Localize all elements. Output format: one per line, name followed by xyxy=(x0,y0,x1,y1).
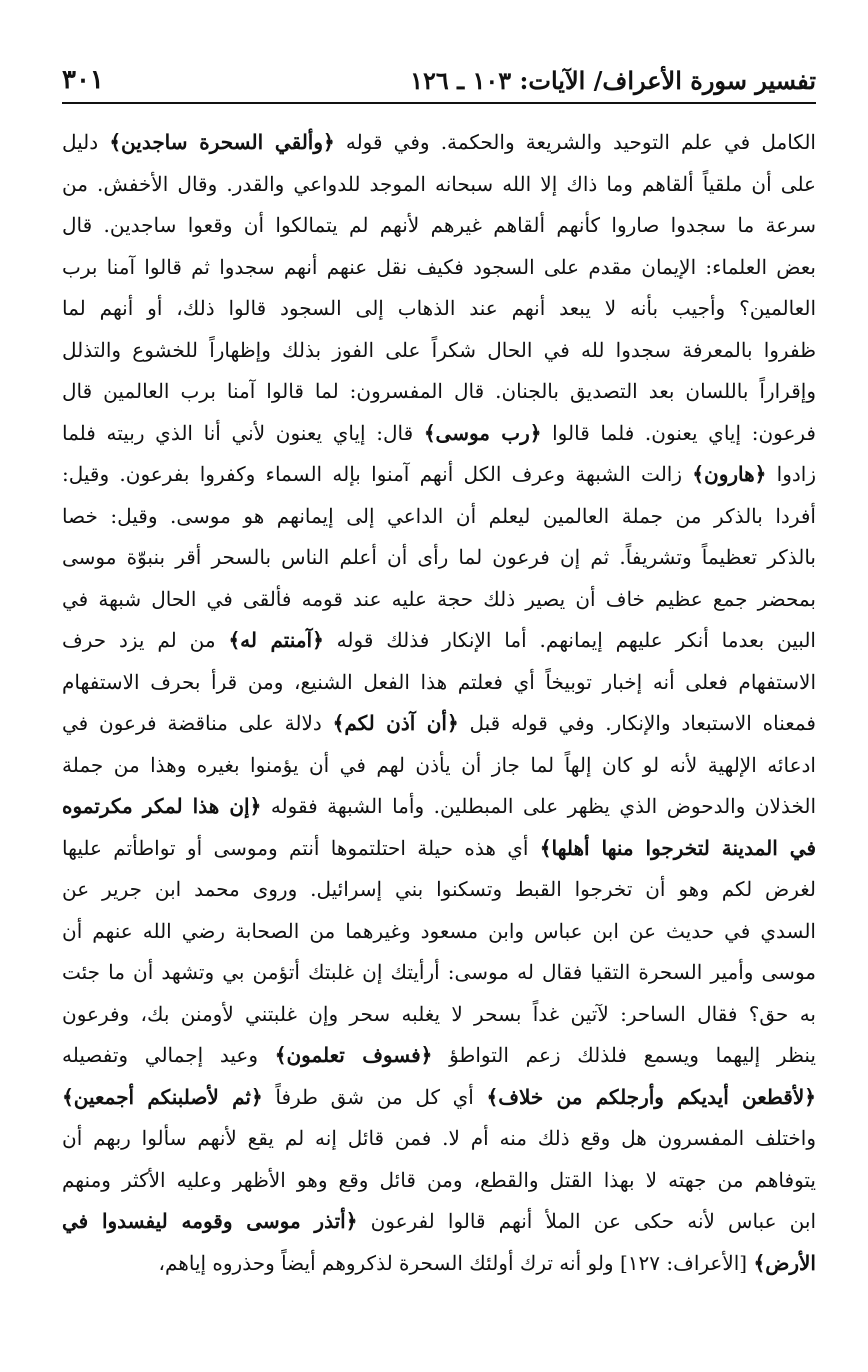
text-segment: من لم يزد حرف xyxy=(62,628,229,652)
text-line xyxy=(62,1077,816,1119)
quran-quote: ﴿فسوف تعلمون﴾ xyxy=(274,1043,433,1067)
text-segment: يتوفاهم من جهته لا بهذا القتل والقطع، ومن قائل وقع وهو الأظهر وعليه الأكثر ومنهم xyxy=(62,1167,816,1192)
text-line xyxy=(62,579,816,621)
text-segment: لغرض لكم وهو أن تخرجوا القبط وتسكنوا بني إسرائيل. وروى محمد ابن جرير عن xyxy=(62,877,816,901)
text-line xyxy=(62,952,816,994)
text-line xyxy=(62,703,816,745)
text-line xyxy=(62,869,816,911)
text-segment: فرعون: إياي يعنون. فلما قالوا xyxy=(541,420,816,445)
text-line xyxy=(62,994,816,1036)
text-line xyxy=(62,330,816,372)
text-segment: فمعناه الاستبعاد والإنكار. وفي قوله قبل xyxy=(458,711,816,735)
text-line xyxy=(62,288,816,330)
text-segment: ينظر إليهما ويسمع فلذلك زعم التواطؤ xyxy=(432,1043,816,1067)
text-segment: ابن عباس لأنه حكى عن الملأ أنهم قالوا لفرعون xyxy=(357,1209,816,1233)
text-line xyxy=(62,454,816,496)
text-segment: دلالة على مناقضة فرعون في xyxy=(62,711,333,735)
text-segment: بالذكر تعظيماً وتشريفاً. ثم إن فرعون لما رأى أن أعلم الناس بالسحر أقر بنبوّة موسى xyxy=(62,545,816,569)
text-segment: بمحضر جمع عظيم خاف أن يصير ذلك حجة عليه عند قومه فألقى في الحال شبهة في xyxy=(62,586,816,611)
text-line xyxy=(62,205,816,247)
quran-quote: الأرض﴾ xyxy=(753,1250,816,1275)
quran-quote: ﴿رب موسى﴾ xyxy=(423,420,542,445)
text-segment: وإقراراً باللسان بعد التصديق بالجنان. قال المفسرون: لما قالوا آمنا برب العالمين قال xyxy=(62,379,816,403)
text-segment: أفردا بالذكر من جملة العالمين ليعلم أن الداعي إلى إيمانهم هو موسى. وقيل: خصا xyxy=(62,503,816,528)
text-segment: موسى وأمير السحرة التقيا فقال له موسى: أرأيتك إن غلبتك أتؤمن بي وتشهد أن ما جئت xyxy=(62,960,816,984)
text-line xyxy=(62,1243,816,1285)
text-line xyxy=(62,537,816,579)
text-segment: قال: إياي يعنون لأني أنا الذي ربيته فلما xyxy=(62,420,424,445)
quran-quote: في المدينة لتخرجوا منها أهلها﴾ xyxy=(539,835,816,860)
text-segment: زادوا xyxy=(766,462,816,486)
text-segment: على أن ملقياً ألقاهم وما ذاك إلا الله سبحانه الموجد للدواعي والقدر. وقال الأخفش. من xyxy=(62,171,816,196)
text-line xyxy=(62,1201,816,1243)
text-segment: واختلف المفسرون هل وقع ذلك منه أم لا. فمن قائل إنه لم يقع لأنهم سألوا ربهم أن xyxy=(62,1126,816,1150)
quran-quote: ﴿لأقطعن أيديكم وأرجلكم من خلاف﴾ xyxy=(486,1084,816,1109)
text-line xyxy=(62,122,816,164)
text-line xyxy=(62,662,816,704)
text-line xyxy=(62,620,816,662)
quran-quote: ﴿أن آذن لكم﴾ xyxy=(332,711,459,735)
text-segment: زالت الشبهة وعرف الكل أنهم آمنوا بإله السماء وكفروا بفرعون. وقيل: xyxy=(62,462,693,486)
text-segment: [الأعراف: ١٢٧] ولو أنه ترك أولئك السحرة لذكروهم أيضاً وحذروه إياهم، xyxy=(158,1250,754,1275)
text-line xyxy=(62,786,816,828)
text-line xyxy=(62,1035,816,1077)
text-segment: ادعائه الإلهية لأنه لو كان إلهاً لما جاز أن يأذن لهم في أن يؤمنوا بغيره وهذا من جملة xyxy=(62,752,816,777)
quran-quote: ﴿هارون﴾ xyxy=(692,462,767,486)
text-line xyxy=(62,413,816,455)
text-line xyxy=(62,496,816,538)
text-segment: أي كل من شق طرفاً xyxy=(262,1084,487,1109)
quran-quote: ﴿أتذر موسى وقومه ليفسدوا في xyxy=(62,1209,358,1233)
text-segment: الخذلان والدحوض الذي يظهر على المبطلين. وأما الشبهة فقوله xyxy=(261,794,816,818)
text-segment: أي هذه حيلة احتلتموها أنتم وموسى أو تواطأتم عليها xyxy=(62,835,540,860)
running-title: تفسير سورة الأعراف/ الآيات: ١٠٣ ـ ١٢٦ xyxy=(410,65,816,95)
quran-quote: ﴿آمنتم له﴾ xyxy=(228,628,324,652)
text-segment: دليل xyxy=(62,130,110,154)
text-segment: وعيد إجمالي وتفصيله xyxy=(62,1043,275,1067)
quran-quote: ﴿وألقي السحرة ساجدين﴾ xyxy=(109,130,335,154)
text-segment: الكامل في علم التوحيد والشريعة والحكمة. وفي قوله xyxy=(334,130,816,154)
text-segment: ظفروا بالمعرفة سجدوا لله في الحال شكراً على الفوز بذلك وإظهاراً للخشوع والتذلل xyxy=(62,337,816,362)
text-segment: البين بعدما أنكر عليهم إيمانهم. أما الإنكار فذلك قوله xyxy=(323,628,816,652)
text-line xyxy=(62,745,816,787)
text-segment: السدي في حديث عن ابن عباس وابن مسعود وغيرهما من الصحابة رضي الله عنهم أن xyxy=(62,918,816,943)
text-segment: بعض العلماء: الإيمان مقدم على السجود فكيف نقل عنهم أنهم سجدوا ثم قالوا آمنا برب xyxy=(62,254,816,279)
quran-quote: ﴿إن هذا لمكر مكرتموه xyxy=(62,794,262,818)
text-line xyxy=(62,164,816,206)
text-line xyxy=(62,828,816,870)
quran-quote: ﴿ثم لأصلبنكم أجمعين﴾ xyxy=(62,1084,263,1109)
text-line xyxy=(62,1118,816,1160)
page-number: ٣٠١ xyxy=(62,65,104,95)
text-line xyxy=(62,371,816,413)
text-line xyxy=(62,911,816,953)
text-segment: به حق؟ فقال الساحر: لآتين غداً بسحر لا يغلبه سحر وإن غلبتني لأومنن بك، وفرعون xyxy=(62,1001,816,1026)
text-line xyxy=(62,247,816,289)
text-line xyxy=(62,1160,816,1202)
body-text xyxy=(62,122,816,1284)
text-segment: الاستفهام فعلى أنه إخبار توبيخاً أي فعلتم هذا الفعل الشنيع، ومن قرأ بحرف الاستفهام xyxy=(62,669,816,694)
text-segment: العالمين؟ وأجيب بأنه لا يبعد أنهم عند الذهاب إلى السجود قالوا ذلك، أو أنهم لما xyxy=(62,296,816,320)
page-header xyxy=(62,58,816,104)
text-segment: سرعة ما سجدوا صاروا كأنهم ألقاهم غيرهم لأنهم لم يتمالكوا أن وقعوا ساجدين. قال xyxy=(62,213,816,237)
